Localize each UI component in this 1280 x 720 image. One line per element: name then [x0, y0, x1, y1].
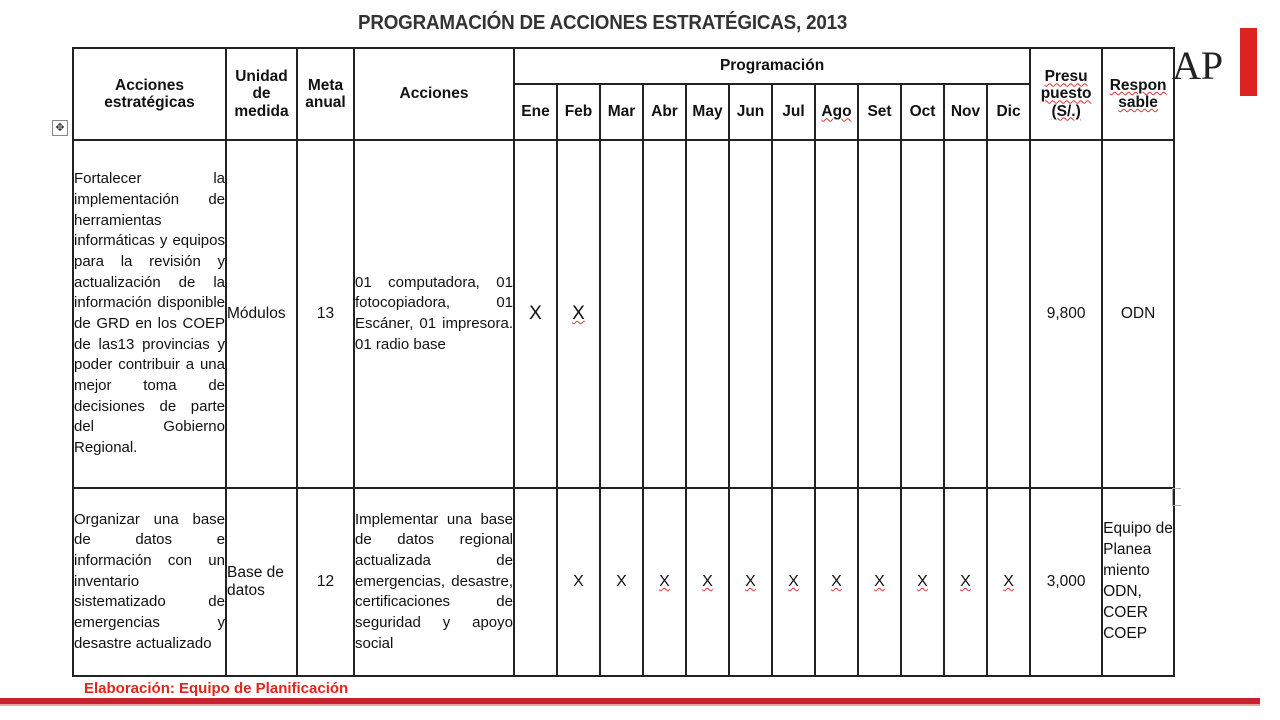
cell-unidad: Base de datos: [226, 488, 297, 676]
strategic-actions-table: [72, 47, 1175, 677]
cell-month-mark-label: X: [745, 573, 756, 590]
header-month: Ene: [514, 84, 557, 140]
header-month-label: Ago: [821, 103, 852, 121]
cell-month-mark-label: X: [917, 573, 928, 590]
header-acciones-estrategicas: Acciones estratégicas: [73, 48, 226, 140]
cell-acciones: 01 computadora, 01 fotocopiadora, 01 Escáner, 01 impresora. 01 radio base: [354, 140, 514, 488]
cell-month-mark: [944, 140, 987, 488]
cell-month-mark: [858, 140, 901, 488]
cell-accion-estrategica: Organizar una base de datos e información con un inventario sistematizado de emergencias y desastre actualizado: [73, 488, 226, 676]
cell-month-mark: [815, 488, 858, 676]
cell-month-mark: [901, 488, 944, 676]
header-month: May: [686, 84, 729, 140]
table-resize-mark: [1172, 488, 1181, 506]
header-responsable-label: Respon sable: [1109, 76, 1167, 111]
header-presupuesto-label: Presu puesto (S/.): [1040, 68, 1092, 120]
header-month: Set: [858, 84, 901, 140]
cell-responsable: ODN: [1102, 140, 1174, 488]
cell-month-mark: X: [514, 140, 557, 488]
cell-month-mark: [901, 140, 944, 488]
brand-red-bar: [1240, 28, 1257, 96]
header-month: Jul: [772, 84, 815, 140]
cell-month-mark-label: X: [1003, 573, 1014, 590]
header-month: Abr: [643, 84, 686, 140]
cell-acciones: Implementar una base de datos regional actualizada de emergencias, desastre, certificaciones de seguridad y apoyo social: [354, 488, 514, 676]
cell-month-mark: [772, 140, 815, 488]
header-month: [815, 84, 858, 140]
header-unidad-medida: Unidad de medida: [226, 48, 297, 140]
header-month: Feb: [557, 84, 600, 140]
cell-month-mark: [643, 488, 686, 676]
cell-unidad: Módulos: [226, 140, 297, 488]
cell-presupuesto: 9,800: [1030, 140, 1102, 488]
cell-month-mark-label: X: [788, 573, 799, 590]
header-presupuesto: [1030, 48, 1102, 140]
header-acciones: Acciones: [354, 48, 514, 140]
cell-month-mark: [514, 488, 557, 676]
cell-month-mark: X: [557, 488, 600, 676]
cell-month-mark: [686, 488, 729, 676]
footnote: Elaboración: Equipo de Planificación: [84, 680, 349, 697]
cell-month-mark: [772, 488, 815, 676]
cell-month-mark: [987, 488, 1030, 676]
cell-month-mark: [557, 140, 600, 488]
cell-meta: 13: [297, 140, 354, 488]
cell-month-mark-label: X: [572, 303, 585, 324]
header-month: Nov: [944, 84, 987, 140]
cell-month-mark: [815, 140, 858, 488]
cell-month-mark-label: X: [960, 573, 971, 590]
cell-month-mark: [643, 140, 686, 488]
cell-month-mark-label: X: [659, 573, 670, 590]
cell-month-mark: [729, 488, 772, 676]
cell-month-mark: [987, 140, 1030, 488]
header-programacion: Programación: [514, 48, 1030, 84]
brand-logo-fragment: AP: [1172, 43, 1224, 88]
move-icon[interactable]: ✥: [52, 120, 68, 136]
header-month: Oct: [901, 84, 944, 140]
cell-month-mark: [858, 488, 901, 676]
cell-month-mark-label: X: [831, 573, 842, 590]
page-title: PROGRAMACIÓN DE ACCIONES ESTRATÉGICAS, 2013: [358, 12, 848, 34]
cell-month-mark: [600, 140, 643, 488]
header-month: Mar: [600, 84, 643, 140]
table-row: [73, 488, 1174, 676]
header-meta-anual: Meta anual: [297, 48, 354, 140]
cell-responsable: Equipo de Planea miento ODN, COER COEP: [1102, 488, 1174, 676]
cell-accion-estrategica: Fortalecer la implementación de herramientas informáticas y equipos para la revisión y actualización de la información disponible de GRD en los COEP de las13 provincias y poder contribuir a una mejor toma de decisiones de parte del Gobierno Regional.: [73, 140, 226, 488]
header-responsable: [1102, 48, 1174, 140]
header-month: Dic: [987, 84, 1030, 140]
cell-month-mark: [944, 488, 987, 676]
cell-month-mark-label: X: [702, 573, 713, 590]
table-row: [73, 140, 1174, 488]
cell-presupuesto: 3,000: [1030, 488, 1102, 676]
cell-meta: 12: [297, 488, 354, 676]
header-month: Jun: [729, 84, 772, 140]
cell-month-mark-label: X: [874, 573, 885, 590]
cell-month-mark: [729, 140, 772, 488]
bottom-rule-shadow: [0, 704, 1260, 706]
cell-month-mark: [686, 140, 729, 488]
cell-month-mark: X: [600, 488, 643, 676]
